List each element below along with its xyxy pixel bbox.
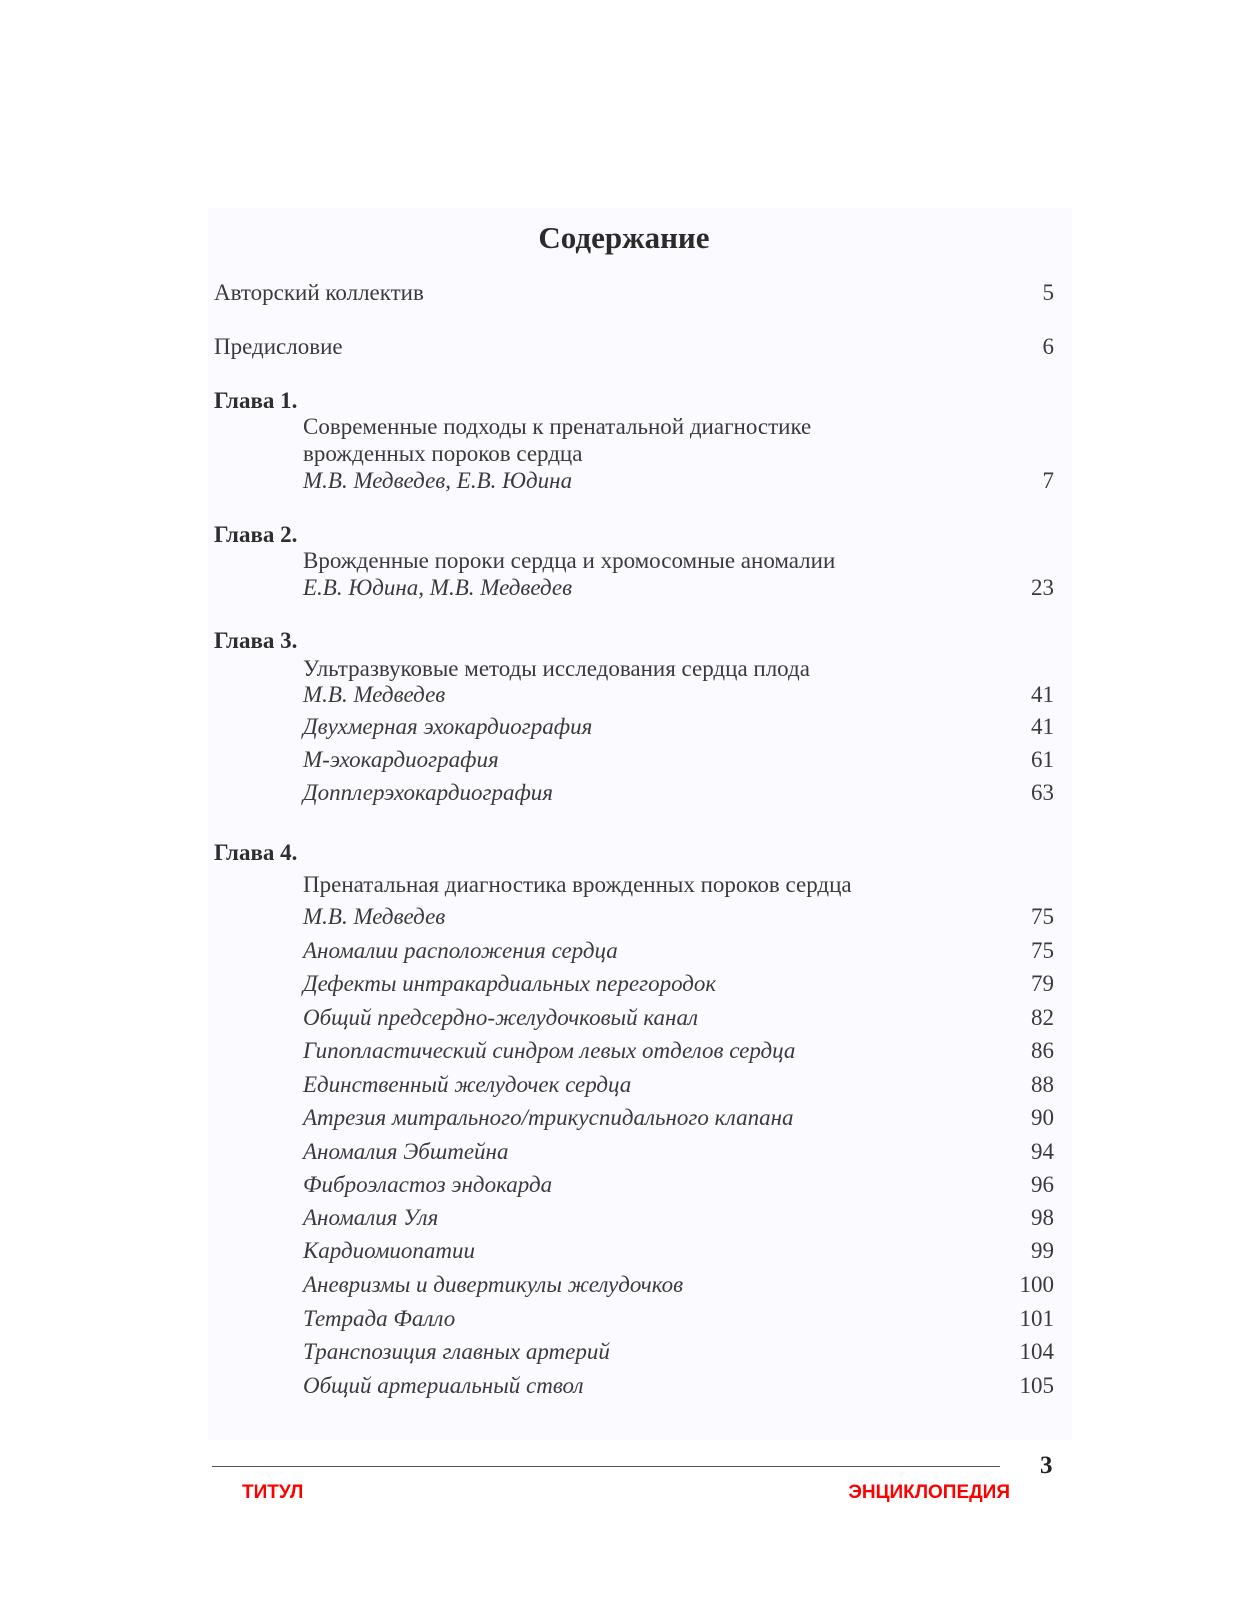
section-page: 96 [1031, 1172, 1054, 1197]
section-page: 104 [1019, 1339, 1054, 1364]
section-page: 101 [1019, 1306, 1054, 1331]
chapter-title-line: Пренатальная диагностика врожденных пороков сердца [303, 872, 852, 897]
chapter-heading: Глава 1. [214, 388, 298, 413]
section-label: М-эхокардиография [303, 747, 499, 772]
toc-entry-page: 6 [1042, 334, 1054, 359]
section-label: Двухмерная эхокардиография [303, 714, 593, 739]
chapter-authors: М.В. Медведев, Е.В. Юдина [303, 468, 573, 493]
section-label: Единственный желудочек сердца [303, 1072, 632, 1097]
section-page: 82 [1031, 1005, 1054, 1030]
section-label: Транспозиция главных артерий [303, 1339, 610, 1364]
section-label: Общий артериальный ствол [303, 1373, 584, 1398]
section-page: 99 [1031, 1238, 1054, 1263]
footer-left-label: ТИТУЛ [242, 1482, 304, 1503]
section-page: 98 [1031, 1205, 1054, 1230]
chapter-page: 41 [1031, 682, 1054, 707]
section-label: Аномалия Эбштейна [303, 1139, 509, 1164]
chapter-authors: М.В. Медведев [303, 682, 446, 707]
chapter-authors: Е.В. Юдина, М.В. Медведев [303, 575, 573, 600]
footer-right-label: ЭНЦИКЛОПЕДИЯ [848, 1482, 1010, 1503]
chapter-page: 75 [1031, 904, 1054, 929]
section-page: 105 [1019, 1373, 1054, 1398]
section-label: Допплерэхокардиография [303, 780, 553, 805]
section-label: Атрезия митрального/трикуспидального клапана [303, 1105, 794, 1130]
chapter-authors: М.В. Медведев [303, 904, 446, 929]
chapter-heading: Глава 3. [214, 628, 298, 653]
section-page: 94 [1031, 1139, 1054, 1164]
section-page: 61 [1031, 747, 1054, 772]
section-page: 75 [1031, 938, 1054, 963]
chapter-title-line: Врожденные пороки сердца и хромосомные аномалии [303, 548, 836, 573]
section-page: 63 [1031, 780, 1054, 805]
section-page: 90 [1031, 1105, 1054, 1130]
footer-divider [212, 1466, 1000, 1467]
toc-entry-page: 5 [1042, 280, 1054, 305]
chapter-title-line: Ультразвуковые методы исследования сердца плода [303, 656, 810, 681]
section-label: Аневризмы и дивертикулы желудочков [303, 1272, 684, 1297]
section-page: 79 [1031, 971, 1054, 996]
section-label: Фиброэластоз эндокарда [303, 1172, 553, 1197]
section-label: Дефекты интракардиальных перегородок [303, 971, 717, 996]
section-label: Тетрада Фалло [303, 1306, 456, 1331]
section-label: Аномалии расположения сердца [303, 938, 618, 963]
page-number: 3 [1040, 1452, 1053, 1479]
section-page: 88 [1031, 1072, 1054, 1097]
section-label: Общий предсердно-желудочковый канал [303, 1005, 698, 1030]
section-page: 41 [1031, 714, 1054, 739]
section-page: 86 [1031, 1038, 1054, 1063]
chapter-heading: Глава 2. [214, 522, 298, 547]
chapter-page: 23 [1031, 575, 1054, 600]
toc-entry-label: Предисловие [214, 334, 343, 359]
chapter-heading: Глава 4. [214, 840, 298, 865]
chapter-title-line: Современные подходы к пренатальной диагностике [303, 414, 812, 439]
section-label: Гипопластический синдром левых отделов сердца [303, 1038, 796, 1063]
section-label: Аномалия Уля [303, 1205, 439, 1230]
page-title: Содержание [538, 220, 710, 255]
section-page: 100 [1019, 1272, 1054, 1297]
chapter-page: 7 [1042, 468, 1054, 493]
chapter-title-line: врожденных пороков сердца [303, 441, 583, 466]
section-label: Кардиомиопатии [303, 1238, 476, 1263]
toc-entry-label: Авторский коллектив [214, 280, 424, 305]
